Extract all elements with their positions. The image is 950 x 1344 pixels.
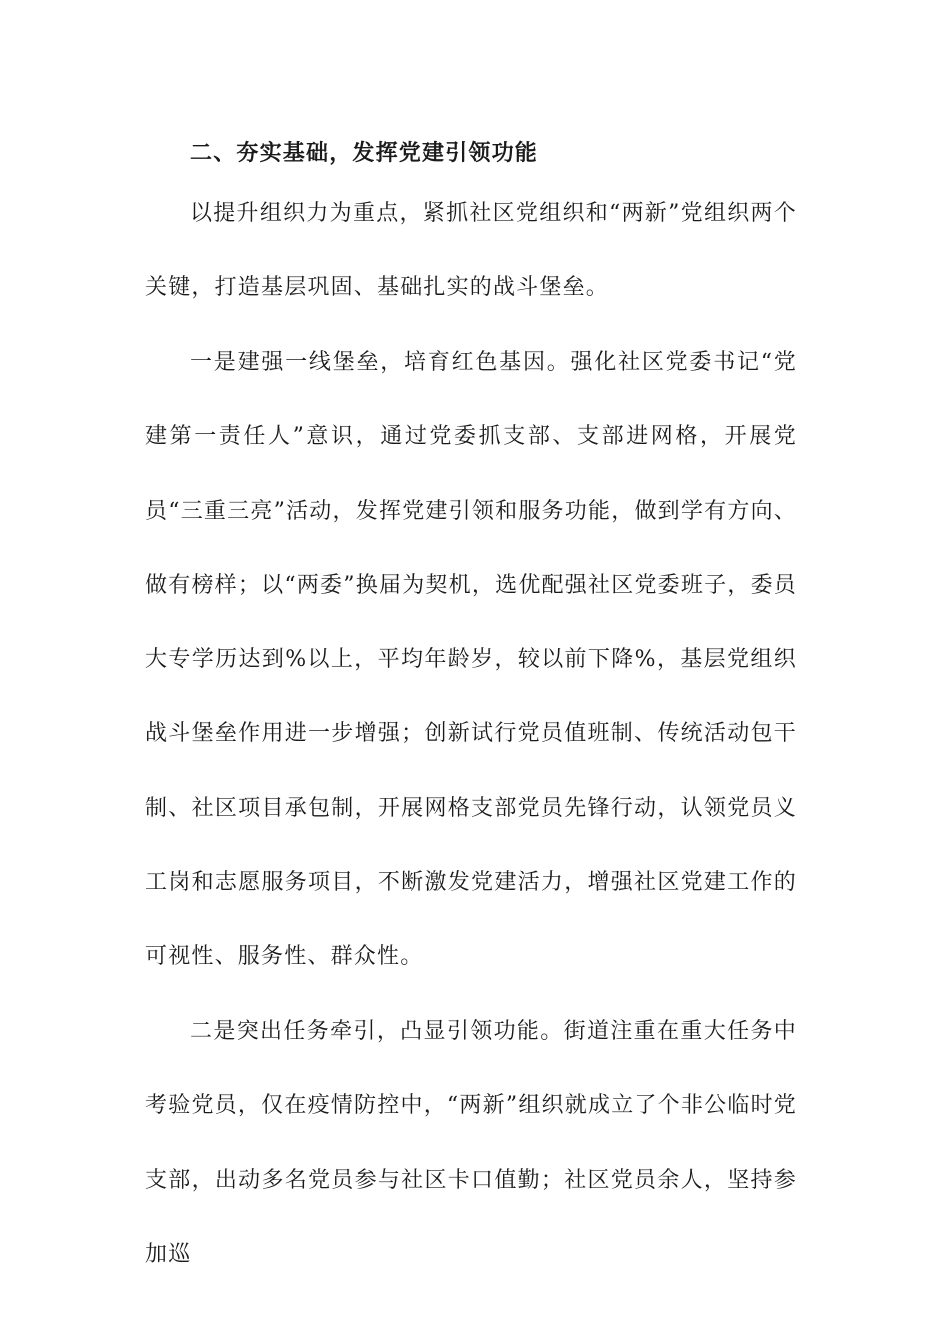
paragraph-block-2 — [145, 326, 797, 995]
body-paragraph: 二是突出任务牵引，凸显引领功能。街道注重在重大任务中考验党员，仅在疫情防控中，“两新”组织就成立了个非公临时党支部，出动多名党员参与社区卡口值勤；社区党员余人，坚持参加巡 — [145, 1019, 797, 1267]
section-heading: 二、夯实基础，发挥党建引领功能 — [190, 140, 539, 166]
paragraph-block-1 — [145, 177, 797, 326]
body-paragraph: 以提升组织力为重点，紧抓社区党组织和“两新”党组织两个关键，打造基层巩固、基础扎实的战斗堡垒。 — [145, 201, 797, 301]
paragraph-block-3 — [145, 995, 797, 1292]
body-paragraph: 一是建强一线堡垒，培育红色基因。强化社区党委书记“党建第一责任人”意识，通过党委抓支部、支部进网格，开展党员“三重三亮”活动，发挥党建引领和服务功能，做到学有方向、做有榜样；以“两委”换届为契机，选优配强社区党委班子，委员大专学历达到%以上，平均年龄岁，较以前下降%，基层党组织战斗堡垒作用进一步增强；创新试行党员值班制、传统活动包干制、社区项目承包制，开展网格支部党员先锋行动，认领党员义工岗和志愿服务项目，不断激发党建活力，增强社区党建工作的可视性、服务性、群众性。 — [145, 350, 797, 970]
